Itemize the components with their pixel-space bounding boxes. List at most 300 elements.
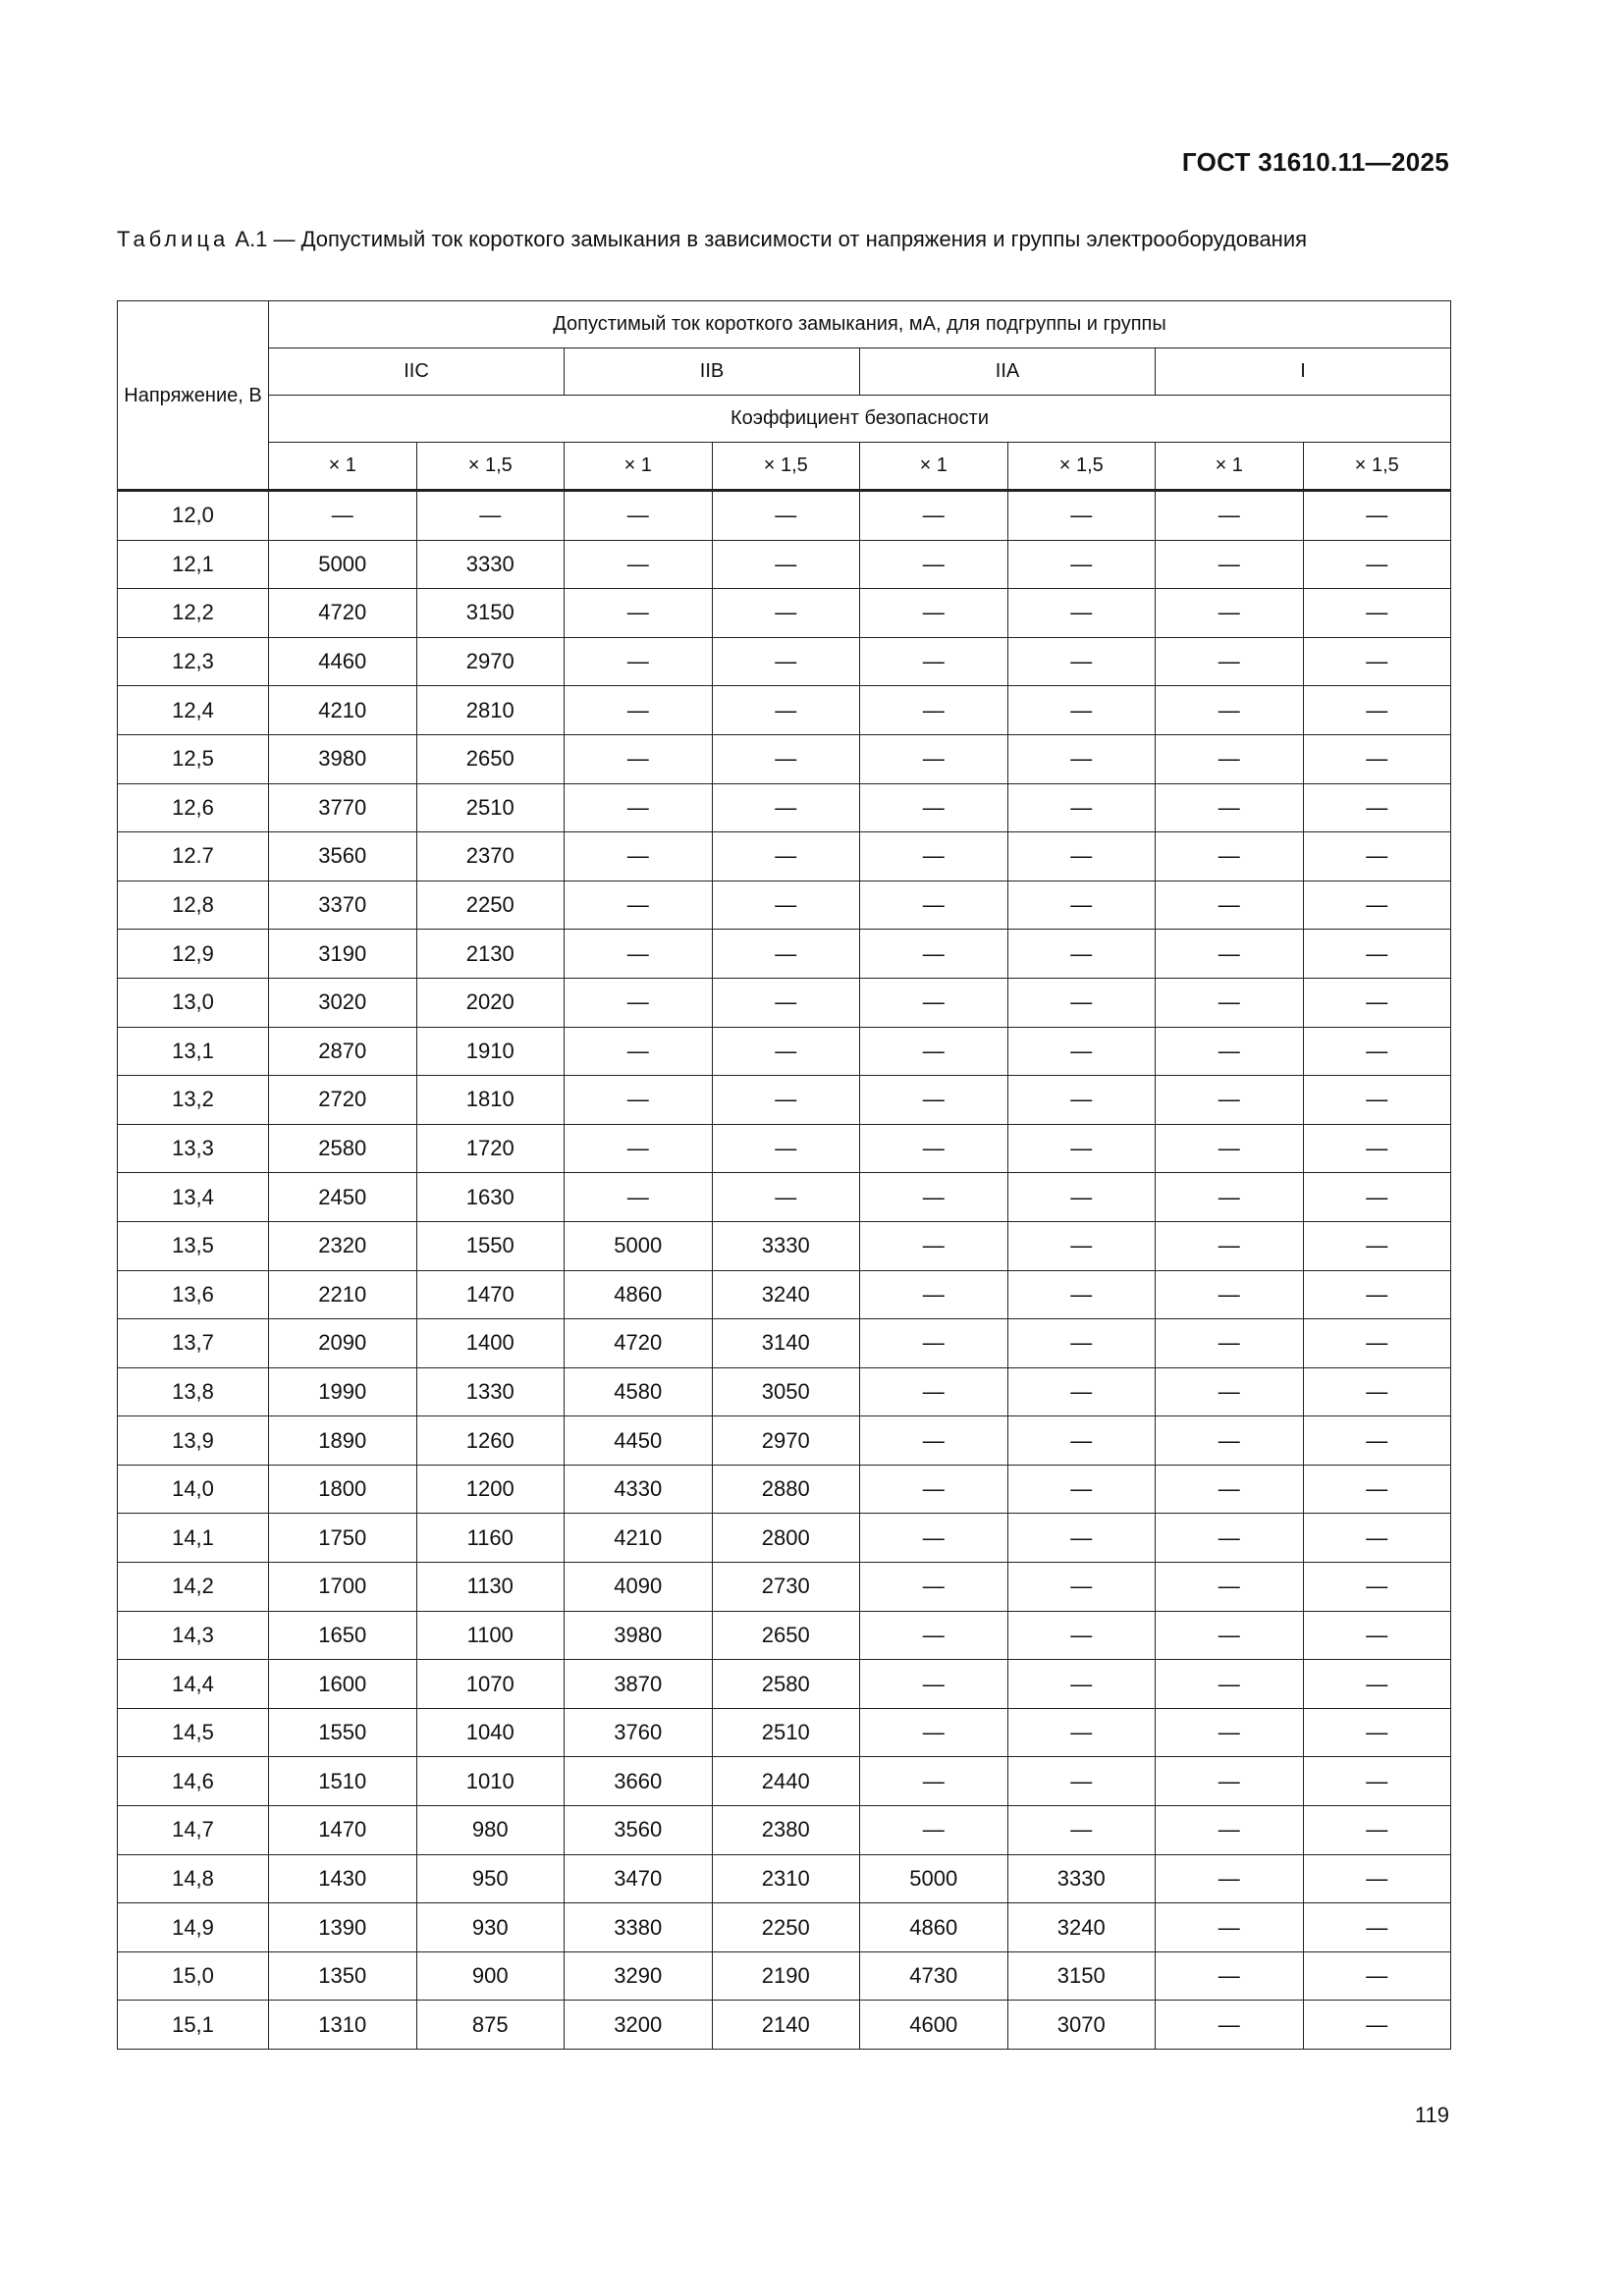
current-value-cell: 1510: [269, 1757, 417, 1806]
current-value-cell: 1700: [269, 1563, 417, 1612]
current-value-cell: 3770: [269, 783, 417, 832]
current-value-cell: 1990: [269, 1367, 417, 1416]
current-value-cell: 2870: [269, 1027, 417, 1076]
current-value-cell: —: [1156, 1124, 1304, 1173]
current-value-cell: —: [1303, 1416, 1451, 1466]
current-value-cell: 3200: [565, 2001, 713, 2050]
current-value-cell: 3370: [269, 881, 417, 930]
table-row: [118, 1854, 1451, 1903]
current-value-cell: —: [860, 1806, 1008, 1855]
current-value-cell: 1470: [269, 1806, 417, 1855]
current-value-cell: —: [1007, 1757, 1156, 1806]
current-value-cell: —: [1303, 1076, 1451, 1125]
current-value-cell: 4600: [860, 2001, 1008, 2050]
current-value-cell: 2020: [416, 978, 565, 1027]
table-row: [118, 686, 1451, 735]
current-value-cell: —: [1303, 1708, 1451, 1757]
factor-header-cell: × 1,5: [416, 443, 565, 491]
current-value-cell: —: [860, 491, 1008, 541]
factor-header-cell: × 1: [860, 443, 1008, 491]
current-value-cell: 3560: [565, 1806, 713, 1855]
current-value-cell: 2970: [416, 637, 565, 686]
voltage-cell: 12,2: [118, 589, 269, 638]
current-value-cell: —: [1156, 1221, 1304, 1270]
current-value-cell: —: [1303, 783, 1451, 832]
current-value-cell: 1040: [416, 1708, 565, 1757]
current-value-cell: 4860: [860, 1903, 1008, 1952]
current-value-cell: —: [1303, 1806, 1451, 1855]
voltage-cell: 13,0: [118, 978, 269, 1027]
table-row: [118, 1076, 1451, 1125]
page-number: 119: [1414, 2103, 1449, 2127]
current-value-cell: —: [860, 1708, 1008, 1757]
current-value-cell: 1160: [416, 1514, 565, 1563]
current-value-cell: 2730: [712, 1563, 860, 1612]
current-value-cell: —: [860, 978, 1008, 1027]
current-value-cell: 5000: [269, 540, 417, 589]
current-value-cell: 1330: [416, 1367, 565, 1416]
current-value-cell: —: [1007, 1367, 1156, 1416]
current-value-cell: 1720: [416, 1124, 565, 1173]
current-value-cell: —: [1303, 1319, 1451, 1368]
current-value-cell: —: [1007, 1124, 1156, 1173]
current-value-cell: 2580: [269, 1124, 417, 1173]
current-value-cell: 1650: [269, 1611, 417, 1660]
table-row: [118, 1757, 1451, 1806]
current-value-cell: 2440: [712, 1757, 860, 1806]
current-value-cell: —: [1007, 1563, 1156, 1612]
current-value-cell: —: [1156, 930, 1304, 979]
voltage-cell: 12,3: [118, 637, 269, 686]
voltage-cell: 14,9: [118, 1903, 269, 1952]
current-value-cell: —: [1156, 1514, 1304, 1563]
table-row: [118, 1514, 1451, 1563]
current-value-cell: —: [1156, 1270, 1304, 1319]
current-value-cell: —: [1156, 1563, 1304, 1612]
current-value-cell: —: [860, 881, 1008, 930]
current-value-cell: —: [1007, 1221, 1156, 1270]
current-value-cell: —: [1156, 686, 1304, 735]
current-value-cell: 3870: [565, 1660, 713, 1709]
current-value-cell: —: [712, 1124, 860, 1173]
current-value-cell: 1810: [416, 1076, 565, 1125]
current-value-cell: —: [860, 1757, 1008, 1806]
current-value-cell: —: [1156, 1027, 1304, 1076]
document-standard-header: ГОСТ 31610.11—2025: [1181, 147, 1449, 177]
table-row: [118, 832, 1451, 881]
current-value-cell: —: [1156, 978, 1304, 1027]
current-value-cell: 2310: [712, 1854, 860, 1903]
current-value-cell: 2320: [269, 1221, 417, 1270]
current-value-cell: —: [712, 783, 860, 832]
current-value-cell: —: [1007, 1027, 1156, 1076]
current-value-cell: 930: [416, 1903, 565, 1952]
current-value-cell: —: [1303, 589, 1451, 638]
table-row: [118, 1124, 1451, 1173]
current-value-cell: —: [565, 1027, 713, 1076]
current-value-cell: —: [1007, 589, 1156, 638]
current-value-cell: 4720: [269, 589, 417, 638]
current-value-cell: —: [1303, 1611, 1451, 1660]
table-row: [118, 1611, 1451, 1660]
current-value-cell: 2800: [712, 1514, 860, 1563]
table-row: [118, 1465, 1451, 1514]
current-value-cell: —: [565, 686, 713, 735]
current-value-cell: —: [712, 881, 860, 930]
current-value-cell: 875: [416, 2001, 565, 2050]
current-value-cell: 1550: [416, 1221, 565, 1270]
current-value-cell: —: [1007, 1416, 1156, 1466]
current-value-cell: 2380: [712, 1806, 860, 1855]
current-value-cell: 1200: [416, 1465, 565, 1514]
current-value-cell: 1310: [269, 2001, 417, 2050]
table-row: [118, 1270, 1451, 1319]
table-row: [118, 1173, 1451, 1222]
voltage-cell: 14,3: [118, 1611, 269, 1660]
table-row: [118, 734, 1451, 783]
current-value-cell: 5000: [860, 1854, 1008, 1903]
current-value-cell: 2650: [416, 734, 565, 783]
current-value-cell: —: [860, 686, 1008, 735]
current-value-cell: —: [1007, 734, 1156, 783]
current-value-cell: 2970: [712, 1416, 860, 1466]
current-value-cell: 2250: [712, 1903, 860, 1952]
current-value-cell: 1750: [269, 1514, 417, 1563]
current-value-cell: —: [1007, 1173, 1156, 1222]
table-row: [118, 1319, 1451, 1368]
current-value-cell: 3020: [269, 978, 417, 1027]
current-value-cell: 1350: [269, 1951, 417, 2001]
caption-label: Таблица: [117, 227, 230, 251]
current-value-cell: 1630: [416, 1173, 565, 1222]
current-value-cell: 3140: [712, 1319, 860, 1368]
voltage-cell: 14,5: [118, 1708, 269, 1757]
current-value-cell: —: [712, 978, 860, 1027]
current-value-cell: —: [1156, 637, 1304, 686]
voltage-cell: 13,3: [118, 1124, 269, 1173]
current-value-cell: 5000: [565, 1221, 713, 1270]
current-value-cell: —: [1156, 1173, 1304, 1222]
table-row: [118, 491, 1451, 541]
current-value-cell: —: [1303, 1173, 1451, 1222]
current-value-cell: —: [1156, 1660, 1304, 1709]
current-value-cell: 3760: [565, 1708, 713, 1757]
voltage-cell: 15,1: [118, 2001, 269, 2050]
current-value-cell: —: [1156, 1611, 1304, 1660]
voltage-cell: 14,7: [118, 1806, 269, 1855]
current-value-cell: —: [860, 1173, 1008, 1222]
short-circuit-current-table: [117, 300, 1451, 2050]
current-value-cell: —: [1007, 1270, 1156, 1319]
current-value-cell: —: [1007, 881, 1156, 930]
current-value-cell: 2250: [416, 881, 565, 930]
table-row: [118, 1027, 1451, 1076]
table-row: [118, 1416, 1451, 1466]
factor-header-cell: × 1: [1156, 443, 1304, 491]
current-value-cell: —: [1303, 1221, 1451, 1270]
current-value-cell: —: [1156, 1757, 1304, 1806]
current-value-cell: —: [1303, 1951, 1451, 2001]
header-row-factors: [118, 443, 1451, 491]
group-header-iic: IIC: [269, 348, 565, 396]
table-row: [118, 1563, 1451, 1612]
current-value-cell: —: [860, 589, 1008, 638]
current-value-cell: 2450: [269, 1173, 417, 1222]
current-value-cell: —: [565, 491, 713, 541]
current-value-cell: 1400: [416, 1319, 565, 1368]
current-value-cell: 4460: [269, 637, 417, 686]
current-value-cell: —: [712, 832, 860, 881]
current-value-cell: 4210: [269, 686, 417, 735]
table-row: [118, 1660, 1451, 1709]
current-value-cell: —: [565, 540, 713, 589]
group-header-iib: IIB: [565, 348, 860, 396]
current-value-cell: —: [1303, 1027, 1451, 1076]
current-value-cell: 3980: [269, 734, 417, 783]
current-value-cell: —: [860, 1465, 1008, 1514]
current-value-cell: —: [1156, 491, 1304, 541]
current-value-cell: —: [1156, 1708, 1304, 1757]
current-value-cell: —: [1156, 1416, 1304, 1466]
current-value-cell: —: [1156, 1806, 1304, 1855]
current-value-cell: 950: [416, 1854, 565, 1903]
current-value-cell: —: [269, 491, 417, 541]
current-value-cell: —: [712, 1076, 860, 1125]
current-value-cell: —: [1156, 1319, 1304, 1368]
current-value-cell: —: [712, 491, 860, 541]
current-value-cell: —: [565, 1076, 713, 1125]
table-row: [118, 1367, 1451, 1416]
current-value-cell: —: [1007, 1708, 1156, 1757]
current-value-cell: 3190: [269, 930, 417, 979]
current-value-cell: 1600: [269, 1660, 417, 1709]
current-value-cell: 1430: [269, 1854, 417, 1903]
voltage-cell: 15,0: [118, 1951, 269, 2001]
current-value-cell: —: [1007, 930, 1156, 979]
group-header-i: I: [1156, 348, 1451, 396]
current-value-cell: 3980: [565, 1611, 713, 1660]
current-value-cell: 2580: [712, 1660, 860, 1709]
current-value-cell: —: [860, 930, 1008, 979]
voltage-cell: 14,6: [118, 1757, 269, 1806]
current-value-cell: 2510: [712, 1708, 860, 1757]
voltage-cell: 13,6: [118, 1270, 269, 1319]
current-value-cell: —: [1007, 1660, 1156, 1709]
current-value-cell: —: [1156, 1951, 1304, 2001]
factor-header-cell: × 1: [565, 443, 713, 491]
current-value-cell: 2370: [416, 832, 565, 881]
current-value-cell: —: [1303, 1660, 1451, 1709]
current-value-cell: —: [860, 1319, 1008, 1368]
current-value-cell: —: [860, 540, 1008, 589]
current-value-cell: 3380: [565, 1903, 713, 1952]
current-value-cell: 3050: [712, 1367, 860, 1416]
current-value-cell: —: [1007, 686, 1156, 735]
table-row: [118, 1806, 1451, 1855]
current-value-cell: —: [860, 783, 1008, 832]
current-value-cell: —: [1303, 2001, 1451, 2050]
current-value-cell: 1800: [269, 1465, 417, 1514]
voltage-cell: 14,2: [118, 1563, 269, 1612]
current-value-cell: —: [1303, 1514, 1451, 1563]
current-value-cell: —: [1303, 1465, 1451, 1514]
voltage-cell: 13,5: [118, 1221, 269, 1270]
current-value-cell: —: [860, 832, 1008, 881]
current-value-cell: 3290: [565, 1951, 713, 2001]
current-value-cell: —: [1303, 832, 1451, 881]
current-value-cell: —: [1303, 1903, 1451, 1952]
current-value-cell: 2130: [416, 930, 565, 979]
current-value-cell: 1390: [269, 1903, 417, 1952]
current-value-cell: —: [1007, 491, 1156, 541]
current-value-cell: —: [1303, 686, 1451, 735]
header-row-coefficient: [118, 396, 1451, 443]
voltage-cell: 12,9: [118, 930, 269, 979]
current-value-cell: —: [860, 734, 1008, 783]
voltage-cell: 12,5: [118, 734, 269, 783]
current-value-cell: —: [1156, 832, 1304, 881]
current-value-cell: 4720: [565, 1319, 713, 1368]
current-value-cell: 980: [416, 1806, 565, 1855]
current-value-cell: 1470: [416, 1270, 565, 1319]
table-row: [118, 589, 1451, 638]
current-value-cell: —: [712, 589, 860, 638]
current-value-cell: —: [1007, 1465, 1156, 1514]
current-value-cell: —: [1156, 1465, 1304, 1514]
table-row: [118, 930, 1451, 979]
voltage-cell: 12,4: [118, 686, 269, 735]
current-value-cell: 3240: [1007, 1903, 1156, 1952]
current-value-cell: —: [1007, 832, 1156, 881]
current-value-cell: 3330: [416, 540, 565, 589]
voltage-cell: 14,8: [118, 1854, 269, 1903]
current-value-cell: —: [416, 491, 565, 541]
table-row: [118, 2001, 1451, 2050]
current-value-cell: 3560: [269, 832, 417, 881]
voltage-cell: 13,9: [118, 1416, 269, 1466]
table-row: [118, 1951, 1451, 2001]
current-value-cell: 2880: [712, 1465, 860, 1514]
current-value-cell: —: [565, 881, 713, 930]
current-value-cell: —: [565, 1124, 713, 1173]
voltage-cell: 14,1: [118, 1514, 269, 1563]
current-value-cell: —: [1007, 1076, 1156, 1125]
current-value-cell: 1890: [269, 1416, 417, 1466]
current-value-cell: —: [1303, 491, 1451, 541]
current-value-cell: —: [1303, 734, 1451, 783]
current-value-cell: —: [565, 930, 713, 979]
current-value-cell: 2810: [416, 686, 565, 735]
table-row: [118, 978, 1451, 1027]
current-value-cell: 3470: [565, 1854, 713, 1903]
group-header-iia: IIA: [860, 348, 1156, 396]
current-value-cell: —: [1303, 1124, 1451, 1173]
current-value-cell: 1910: [416, 1027, 565, 1076]
voltage-cell: 13,1: [118, 1027, 269, 1076]
current-value-cell: —: [1303, 1563, 1451, 1612]
current-value-cell: —: [565, 637, 713, 686]
voltage-cell: 13,8: [118, 1367, 269, 1416]
current-value-cell: —: [1007, 637, 1156, 686]
current-value-cell: 4090: [565, 1563, 713, 1612]
factor-header-cell: × 1,5: [712, 443, 860, 491]
table-row: [118, 1221, 1451, 1270]
current-value-cell: 3330: [712, 1221, 860, 1270]
current-value-cell: —: [860, 1514, 1008, 1563]
current-value-cell: —: [1156, 1903, 1304, 1952]
current-value-cell: —: [712, 930, 860, 979]
table-row: [118, 540, 1451, 589]
current-group-header: Допустимый ток короткого замыкания, мА, для подгруппы и группы: [269, 301, 1451, 348]
current-value-cell: 4730: [860, 1951, 1008, 2001]
current-value-cell: —: [860, 1124, 1008, 1173]
current-value-cell: —: [860, 1076, 1008, 1125]
current-value-cell: —: [712, 686, 860, 735]
current-value-cell: —: [1007, 783, 1156, 832]
voltage-cell: 13,4: [118, 1173, 269, 1222]
current-value-cell: —: [860, 1563, 1008, 1612]
current-value-cell: —: [860, 637, 1008, 686]
current-value-cell: 4330: [565, 1465, 713, 1514]
current-value-cell: —: [1303, 540, 1451, 589]
current-value-cell: —: [565, 1173, 713, 1222]
current-value-cell: —: [1007, 978, 1156, 1027]
current-value-cell: 1130: [416, 1563, 565, 1612]
table-row: [118, 783, 1451, 832]
current-value-cell: 2510: [416, 783, 565, 832]
current-value-cell: 2210: [269, 1270, 417, 1319]
current-value-cell: —: [1156, 881, 1304, 930]
current-value-cell: —: [1303, 881, 1451, 930]
table-caption: [117, 226, 1450, 253]
current-value-cell: —: [712, 1027, 860, 1076]
current-value-cell: —: [1156, 1076, 1304, 1125]
voltage-cell: 12,1: [118, 540, 269, 589]
safety-factor-header: Коэффициент безопасности: [269, 396, 1451, 443]
current-value-cell: —: [1303, 978, 1451, 1027]
current-value-cell: —: [565, 783, 713, 832]
factor-header-cell: × 1: [269, 443, 417, 491]
current-value-cell: —: [860, 1221, 1008, 1270]
current-value-cell: 2190: [712, 1951, 860, 2001]
current-value-cell: —: [860, 1611, 1008, 1660]
current-value-cell: 2140: [712, 2001, 860, 2050]
current-value-cell: —: [860, 1367, 1008, 1416]
current-value-cell: —: [1156, 1854, 1304, 1903]
current-value-cell: —: [1303, 1854, 1451, 1903]
current-value-cell: —: [1156, 783, 1304, 832]
current-value-cell: 1550: [269, 1708, 417, 1757]
current-value-cell: 3330: [1007, 1854, 1156, 1903]
current-value-cell: —: [860, 1270, 1008, 1319]
voltage-cell: 12,8: [118, 881, 269, 930]
current-value-cell: —: [860, 1416, 1008, 1466]
current-value-cell: 2720: [269, 1076, 417, 1125]
current-value-cell: —: [712, 540, 860, 589]
current-value-cell: —: [1007, 1514, 1156, 1563]
voltage-cell: 12.7: [118, 832, 269, 881]
current-value-cell: —: [1156, 2001, 1304, 2050]
table-row: [118, 1903, 1451, 1952]
current-value-cell: —: [565, 589, 713, 638]
current-value-cell: 3150: [416, 589, 565, 638]
voltage-column-header: Напряжение, В: [118, 301, 269, 491]
header-row-group-title: [118, 301, 1451, 348]
current-value-cell: 2650: [712, 1611, 860, 1660]
current-value-cell: —: [712, 637, 860, 686]
voltage-cell: 12,0: [118, 491, 269, 541]
current-value-cell: —: [1007, 1806, 1156, 1855]
